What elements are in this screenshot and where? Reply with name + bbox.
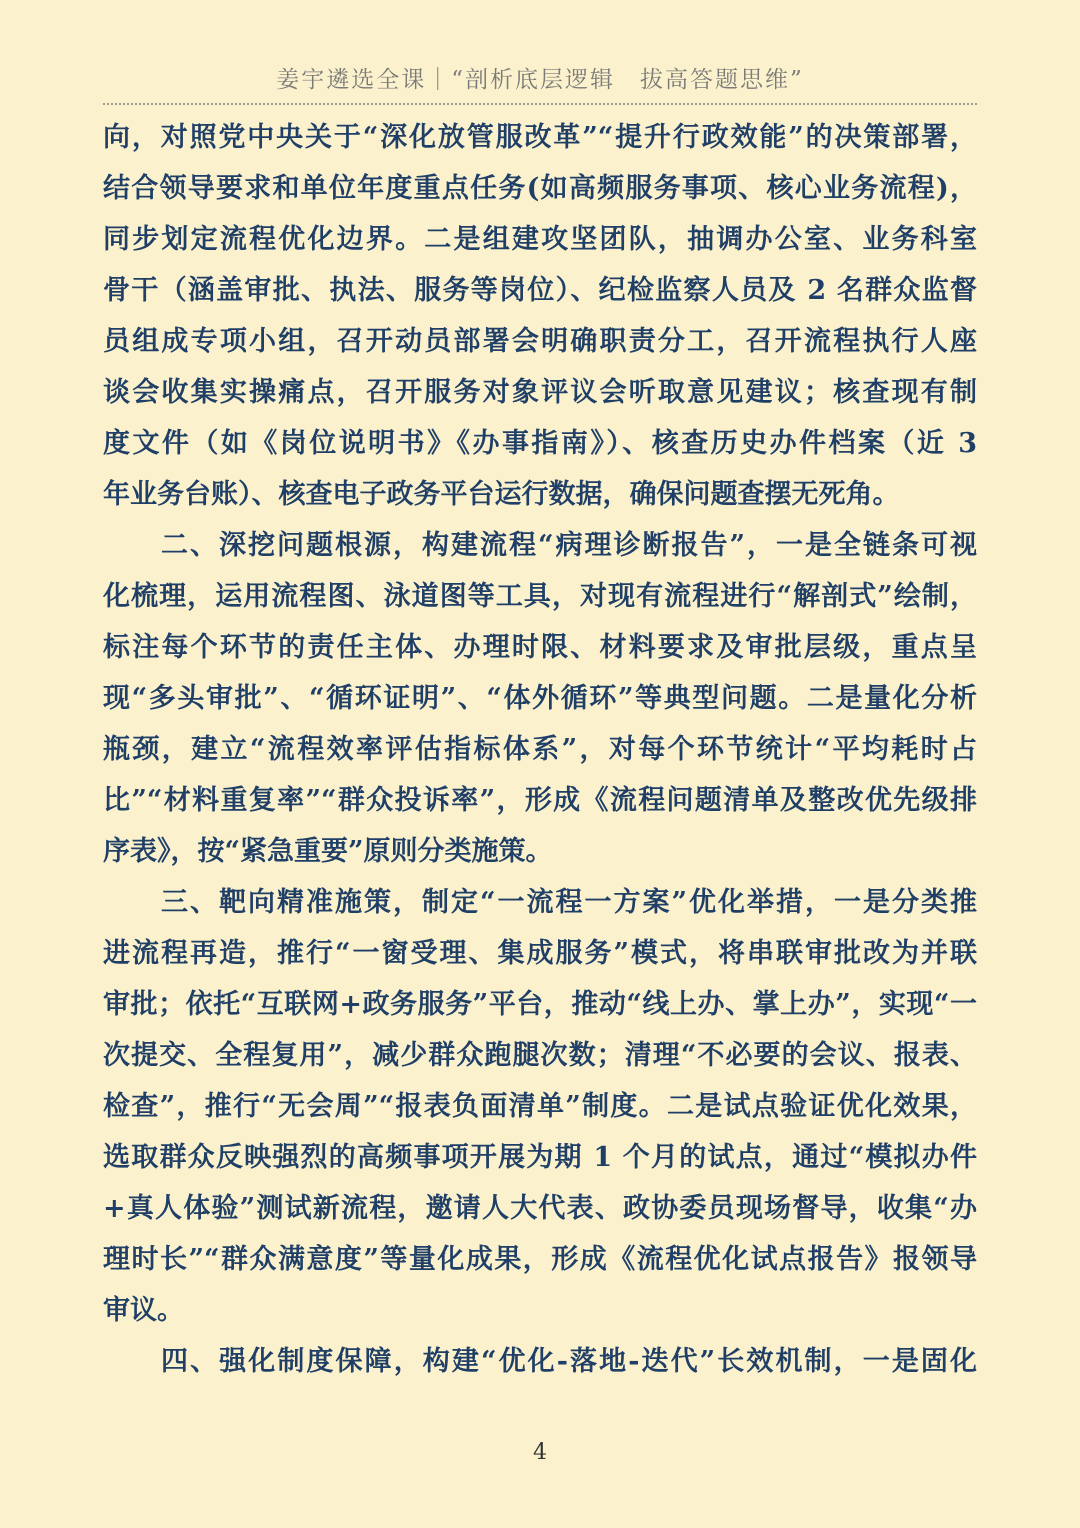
header-divider: [103, 103, 977, 105]
text-line: 年业务台账）、核查电子政务平台运行数据，确保问题查摆无死角。: [103, 479, 900, 510]
paragraph-start-line: 四、强化制度保障，构建“优化-落地-迭代”长效机制，一是固化: [161, 1346, 977, 1377]
text-line: 比”“材料重复率”“群众投诉率”，形成《流程问题清单及整改优先级排: [103, 785, 977, 816]
text-line: 瓶颈，建立“流程效率评估指标体系”，对每个环节统计“平均耗时占: [103, 734, 977, 765]
text-line: 选取群众反映强烈的高频事项开展为期 1 个月的试点，通过“模拟办件: [103, 1142, 977, 1173]
paragraph-start-line: 二、深挖问题根源，构建流程“病理诊断报告”，一是全链条可视: [161, 530, 977, 561]
text-line: 序表》，按“紧急重要”原则分类施策。: [103, 836, 553, 867]
text-line: +真人体验”测试新流程，邀请人大代表、政协委员现场督导，收集“办: [103, 1193, 977, 1224]
text-line: 审批；依托“互联网+政务服务”平台，推动“线上办、掌上办”，实现“一: [103, 989, 977, 1020]
text-line: 化梳理，运用流程图、泳道图等工具，对现有流程进行“解剖式”绘制，: [103, 581, 977, 612]
text-line: 次提交、全程复用”，减少群众跑腿次数；清理“不必要的会议、报表、: [103, 1040, 977, 1071]
text-line: 谈会收集实操痛点，召开服务对象评议会听取意见建议；核查现有制: [103, 377, 977, 408]
text-line: 现“多头审批”、“循环证明”、“体外循环”等典型问题。二是量化分析: [103, 683, 977, 714]
text-line: 结合领导要求和单位年度重点任务(如高频服务事项、核心业务流程)，: [103, 173, 977, 204]
text-line: 员组成专项小组，召开动员部署会明确职责分工，召开流程执行人座: [103, 326, 977, 357]
page-header: 姜宇遴选全课｜“剖析底层逻辑 拔高答题思维”: [276, 67, 804, 93]
text-line: 标注每个环节的责任主体、办理时限、材料要求及审批层级，重点呈: [103, 632, 977, 663]
text-line: 检查”，推行“无会周”“报表负面清单”制度。二是试点验证优化效果，: [103, 1091, 977, 1122]
text-line: 骨干（涵盖审批、执法、服务等岗位）、纪检监察人员及 2 名群众监督: [103, 275, 977, 306]
text-line: 同步划定流程优化边界。二是组建攻坚团队，抽调办公室、业务科室: [103, 224, 977, 255]
text-line: 审议。: [103, 1295, 184, 1326]
paragraph-start-line: 三、靶向精准施策，制定“一流程一方案”优化举措，一是分类推: [161, 887, 977, 918]
text-line: 进流程再造，推行“一窗受理、集成服务”模式，将串联审批改为并联: [103, 938, 977, 969]
text-line: 度文件（如《岗位说明书》《办事指南》）、核查历史办件档案（近 3: [103, 428, 977, 459]
text-line: 向，对照党中央关于“深化放管服改革”“提升行政效能”的决策部署，: [103, 122, 977, 153]
text-line: 理时长”“群众满意度”等量化成果，形成《流程优化试点报告》报领导: [103, 1244, 977, 1275]
document-body: [103, 112, 977, 1387]
page-number: 4: [533, 1440, 547, 1465]
